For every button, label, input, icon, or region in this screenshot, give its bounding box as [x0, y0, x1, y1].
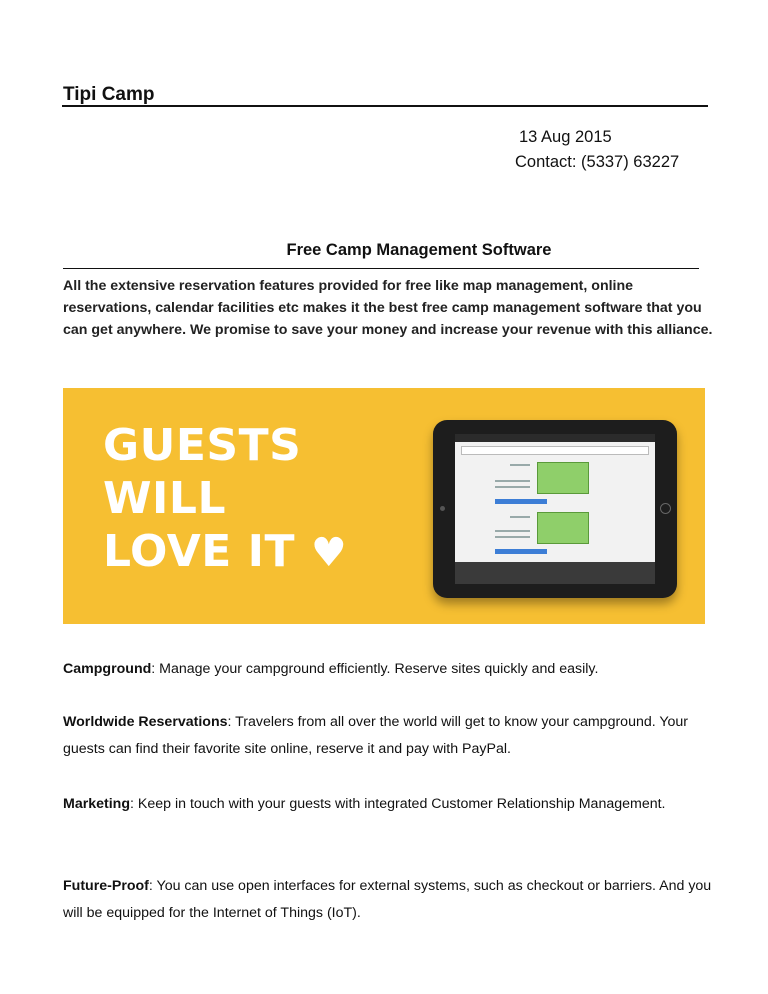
- title-divider: [62, 105, 708, 107]
- banner-line-1: GUESTS: [103, 420, 302, 471]
- document-title: Tipi Camp: [63, 84, 155, 105]
- feature-text: : You can use open interfaces for external systems, such as checkout or barriers. And you will be equipped for the Internet of Things (IoT).: [63, 878, 712, 921]
- document-meta: [515, 125, 679, 175]
- section-divider: [63, 268, 699, 269]
- promo-banner: [63, 388, 705, 624]
- feature-text: : Manage your campground efficiently. Reserve sites quickly and easily.: [151, 661, 599, 677]
- section-heading: Free Camp Management Software: [286, 241, 552, 259]
- map-thumbnail: [537, 512, 589, 544]
- feature-worldwide-reservations: [63, 709, 723, 763]
- contact-line: Contact: (5337) 63227: [515, 153, 680, 171]
- intro-paragraph: All the extensive reservation features provided for free like map management, online reservations, calendar facilities etc makes it the best free camp management software that you can get anywhere. We promise to save your money and increase your revenue with this alliance.: [63, 278, 713, 338]
- feature-campground: [63, 656, 723, 683]
- feature-future-proof: [63, 873, 723, 927]
- feature-term: Future-Proof: [63, 878, 149, 894]
- heart-icon: ♥: [310, 530, 348, 576]
- banner-line-2: WILL: [103, 473, 226, 524]
- banner-line-3: LOVE IT: [103, 526, 296, 577]
- feature-term: Worldwide Reservations: [63, 714, 228, 730]
- document-date: 13 Aug 2015: [519, 128, 612, 146]
- tablet-image: [433, 420, 677, 598]
- feature-text: : Keep in touch with your guests with integrated Customer Relationship Management.: [130, 796, 666, 812]
- map-thumbnail: [537, 462, 589, 494]
- feature-term: Marketing: [63, 796, 131, 812]
- home-button-icon: [660, 503, 671, 514]
- feature-marketing: [63, 791, 723, 818]
- feature-text: : Travelers from all over the world will get to know your campground. Your guests can find their favorite site online, reserve it and pay with PayPal.: [63, 714, 689, 757]
- banner-slogan: [103, 419, 347, 580]
- feature-term: Campground: [63, 661, 152, 677]
- camera-icon: [440, 506, 445, 511]
- tablet-screen: [455, 434, 655, 584]
